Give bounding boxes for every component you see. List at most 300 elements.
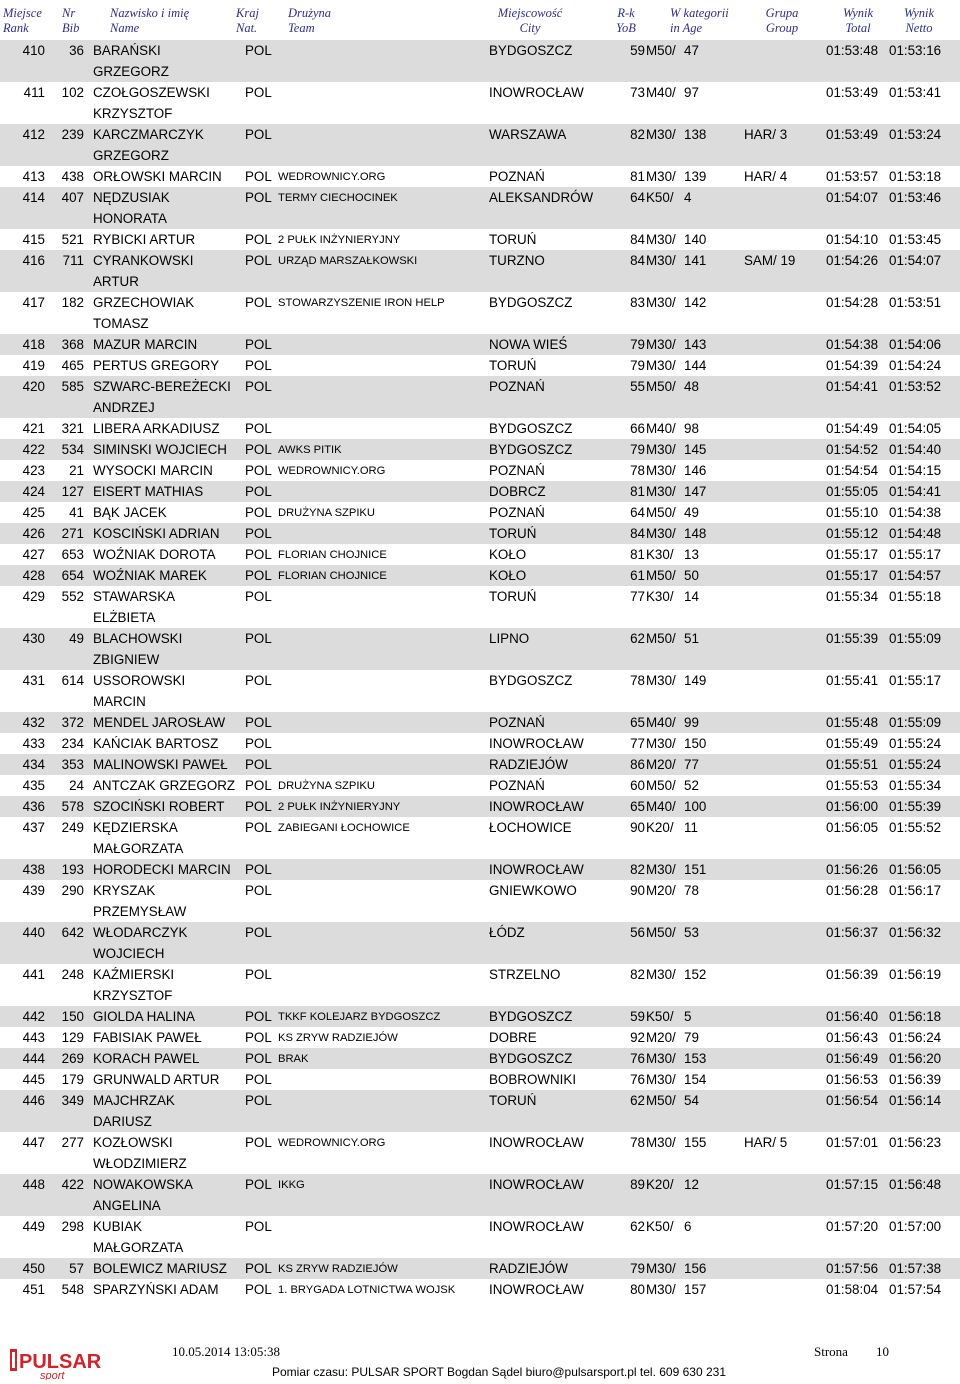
bib-cell: 349 xyxy=(61,1093,84,1108)
total-time-cell: 01:56:53 xyxy=(826,1072,879,1087)
rank-cell: 433 xyxy=(22,736,45,751)
rank-cell: 449 xyxy=(22,1219,45,1234)
rank-cell: 442 xyxy=(22,1009,45,1024)
table-row xyxy=(0,460,960,481)
name-cell: BĄK JACEK xyxy=(93,505,167,520)
nat-cell: POL xyxy=(245,1135,272,1150)
bib-cell: 269 xyxy=(61,1051,84,1066)
city-cell: INOWROCŁAW xyxy=(489,1177,584,1192)
yob-cell: 84 xyxy=(630,253,645,268)
team-cell: STOWARZYSZENIE IRON HELP xyxy=(278,297,445,309)
category-place-cell: 141 xyxy=(684,253,707,268)
nat-cell: POL xyxy=(245,778,272,793)
category-cell: M30/ xyxy=(646,1261,676,1276)
nat-cell: POL xyxy=(245,1093,272,1108)
rank-cell: 415 xyxy=(22,232,45,247)
yob-cell: 86 xyxy=(630,757,645,772)
bib-cell: 654 xyxy=(61,568,84,583)
category-place-cell: 152 xyxy=(684,967,707,982)
team-cell: WEDROWNICY.ORG xyxy=(278,171,386,183)
name-cell: ANTCZAK GRZEGORZ xyxy=(93,778,236,793)
category-cell: M20/ xyxy=(646,883,676,898)
category-cell: M30/ xyxy=(646,1051,676,1066)
net-time-cell: 01:54:38 xyxy=(889,505,942,520)
bib-cell: 298 xyxy=(61,1219,84,1234)
nat-cell: POL xyxy=(245,862,272,877)
name-second-line: ANGELINA xyxy=(93,1198,161,1213)
nat-cell: POL xyxy=(245,526,272,541)
team-cell: WEDROWNICY.ORG xyxy=(278,465,386,477)
name-second-line: DARIUSZ xyxy=(93,1114,152,1129)
city-cell: POZNAŃ xyxy=(489,169,545,184)
rank-cell: 416 xyxy=(22,253,45,268)
net-time-cell: 01:53:45 xyxy=(889,232,942,247)
city-cell: WARSZAWA xyxy=(489,127,567,142)
bib-cell: 24 xyxy=(69,778,84,793)
printed-timestamp: 10.05.2014 13:05:38 xyxy=(172,1344,280,1359)
net-time-cell: 01:56:19 xyxy=(889,967,942,982)
total-time-cell: 01:56:26 xyxy=(826,862,879,877)
net-time-cell: 01:55:52 xyxy=(889,820,942,835)
page-label: Strona xyxy=(814,1344,848,1359)
yob-cell: 62 xyxy=(630,1219,645,1234)
category-place-cell: 149 xyxy=(684,673,707,688)
city-cell: RADZIEJÓW xyxy=(489,1261,568,1276)
table-row xyxy=(0,1279,960,1300)
rank-cell: 443 xyxy=(22,1030,45,1045)
name-cell: GRUNWALD ARTUR xyxy=(93,1072,220,1087)
rank-cell: 441 xyxy=(22,967,45,982)
city-cell: POZNAŃ xyxy=(489,505,545,520)
net-time-cell: 01:54:48 xyxy=(889,526,942,541)
nat-cell: POL xyxy=(245,799,272,814)
name-second-line: MAŁGORZATA xyxy=(93,1240,184,1255)
bib-cell: 248 xyxy=(61,967,84,982)
net-time-cell: 01:54:41 xyxy=(889,484,942,499)
col-rank-header: Miejsce Rank xyxy=(3,6,42,35)
table-header xyxy=(0,0,960,40)
name-cell: BARAŃSKI xyxy=(93,43,161,58)
name-cell: BOLEWICZ MARIUSZ xyxy=(93,1261,227,1276)
category-place-cell: 153 xyxy=(684,1051,707,1066)
table-row xyxy=(0,670,960,712)
table-row xyxy=(0,376,960,418)
page-number: 10 xyxy=(876,1344,889,1359)
net-time-cell: 01:55:24 xyxy=(889,736,942,751)
total-time-cell: 01:55:39 xyxy=(826,631,879,646)
category-cell: M50/ xyxy=(646,925,676,940)
bib-cell: 179 xyxy=(61,1072,84,1087)
total-time-cell: 01:58:04 xyxy=(826,1282,879,1297)
rank-cell: 412 xyxy=(22,127,45,142)
name-second-line: KRZYSZTOF xyxy=(93,106,173,121)
name-cell: ORŁOWSKI MARCIN xyxy=(93,169,222,184)
category-cell: M30/ xyxy=(646,1072,676,1087)
rank-cell: 423 xyxy=(22,463,45,478)
name-cell: USSOROWSKI xyxy=(93,673,186,688)
bib-cell: 653 xyxy=(61,547,84,562)
table-row xyxy=(0,1048,960,1069)
net-time-cell: 01:57:00 xyxy=(889,1219,942,1234)
table-row xyxy=(0,880,960,922)
net-time-cell: 01:56:17 xyxy=(889,883,942,898)
table-row xyxy=(0,544,960,565)
total-time-cell: 01:53:49 xyxy=(826,127,879,142)
bib-cell: 249 xyxy=(61,820,84,835)
net-time-cell: 01:55:24 xyxy=(889,757,942,772)
name-cell: NĘDZUSIAK xyxy=(93,190,170,205)
nat-cell: POL xyxy=(245,505,272,520)
nat-cell: POL xyxy=(245,484,272,499)
yob-cell: 79 xyxy=(630,442,645,457)
category-place-cell: 98 xyxy=(684,421,699,436)
rank-cell: 429 xyxy=(22,589,45,604)
name-second-line: HONORATA xyxy=(93,211,167,226)
name-cell: KARCZMARCZYK xyxy=(93,127,204,142)
net-time-cell: 01:56:48 xyxy=(889,1177,942,1192)
total-time-cell: 01:57:20 xyxy=(826,1219,879,1234)
yob-cell: 59 xyxy=(630,1009,645,1024)
category-place-cell: 6 xyxy=(684,1219,692,1234)
name-cell: EISERT MATHIAS xyxy=(93,484,204,499)
team-cell: 2 PUŁK INŻYNIERYJNY xyxy=(278,234,401,246)
category-cell: K30/ xyxy=(646,589,674,604)
total-time-cell: 01:53:57 xyxy=(826,169,879,184)
net-time-cell: 01:54:15 xyxy=(889,463,942,478)
category-cell: M50/ xyxy=(646,1093,676,1108)
name-cell: KAŃCIAK BARTOSZ xyxy=(93,736,219,751)
yob-cell: 62 xyxy=(630,1093,645,1108)
city-cell: NOWA WIEŚ xyxy=(489,337,568,352)
city-cell: INOWROCŁAW xyxy=(489,85,584,100)
total-time-cell: 01:54:28 xyxy=(826,295,879,310)
name-second-line: MARCIN xyxy=(93,694,146,709)
category-cell: M30/ xyxy=(646,358,676,373)
rank-cell: 431 xyxy=(22,673,45,688)
category-place-cell: 139 xyxy=(684,169,707,184)
total-time-cell: 01:55:05 xyxy=(826,484,879,499)
table-row xyxy=(0,1027,960,1048)
city-cell: GNIEWKOWO xyxy=(489,883,577,898)
group-cell: SAM/ 19 xyxy=(744,253,796,268)
name-cell: SIMINSKI WOJCIECH xyxy=(93,442,227,457)
category-cell: M30/ xyxy=(646,1135,676,1150)
name-second-line: ANDRZEJ xyxy=(93,400,155,415)
name-cell: GRZECHOWIAK xyxy=(93,295,195,310)
category-place-cell: 148 xyxy=(684,526,707,541)
yob-cell: 81 xyxy=(630,169,645,184)
table-row xyxy=(0,124,960,166)
timing-credit: Pomiar czasu: PULSAR SPORT Bogdan Sądel biuro@pulsarsport.pl tel. 609 630 231 xyxy=(272,1365,726,1379)
city-cell: BYDGOSZCZ xyxy=(489,1051,573,1066)
bib-cell: 290 xyxy=(61,883,84,898)
bib-cell: 239 xyxy=(61,127,84,142)
name-second-line: ARTUR xyxy=(93,274,139,289)
category-place-cell: 146 xyxy=(684,463,707,478)
net-time-cell: 01:56:18 xyxy=(889,1009,942,1024)
net-time-cell: 01:53:52 xyxy=(889,379,942,394)
svg-text:sport: sport xyxy=(40,1370,65,1380)
total-time-cell: 01:55:34 xyxy=(826,589,879,604)
total-time-cell: 01:54:10 xyxy=(826,232,879,247)
yob-cell: 90 xyxy=(630,820,645,835)
team-cell: FLORIAN CHOJNICE xyxy=(278,570,387,582)
city-cell: INOWROCŁAW xyxy=(489,862,584,877)
name-cell: CYRANKOWSKI xyxy=(93,253,194,268)
total-time-cell: 01:55:17 xyxy=(826,547,879,562)
table-row xyxy=(0,292,960,334)
nat-cell: POL xyxy=(245,1282,272,1297)
table-row xyxy=(0,502,960,523)
city-cell: BYDGOSZCZ xyxy=(489,421,573,436)
nat-cell: POL xyxy=(245,85,272,100)
rank-cell: 432 xyxy=(22,715,45,730)
name-cell: SPARZYŃSKI ADAM xyxy=(93,1282,219,1297)
rank-cell: 424 xyxy=(22,484,45,499)
nat-cell: POL xyxy=(245,358,272,373)
city-cell: BYDGOSZCZ xyxy=(489,43,573,58)
team-cell: FLORIAN CHOJNICE xyxy=(278,549,387,561)
city-cell: TORUŃ xyxy=(489,526,537,541)
bib-cell: 534 xyxy=(61,442,84,457)
name-second-line: WŁODZIMIERZ xyxy=(93,1156,187,1171)
category-cell: M30/ xyxy=(646,673,676,688)
rank-cell: 450 xyxy=(22,1261,45,1276)
category-cell: M50/ xyxy=(646,568,676,583)
net-time-cell: 01:53:16 xyxy=(889,43,942,58)
name-cell: LIBERA ARKADIUSZ xyxy=(93,421,220,436)
nat-cell: POL xyxy=(245,442,272,457)
yob-cell: 80 xyxy=(630,1282,645,1297)
table-row xyxy=(0,187,960,229)
table-row xyxy=(0,754,960,775)
category-place-cell: 156 xyxy=(684,1261,707,1276)
bib-cell: 552 xyxy=(61,589,84,604)
bib-cell: 642 xyxy=(61,925,84,940)
yob-cell: 83 xyxy=(630,295,645,310)
rank-cell: 430 xyxy=(22,631,45,646)
city-cell: BYDGOSZCZ xyxy=(489,295,573,310)
rank-cell: 422 xyxy=(22,442,45,457)
category-place-cell: 5 xyxy=(684,1009,692,1024)
category-place-cell: 77 xyxy=(684,757,699,772)
category-cell: M50/ xyxy=(646,43,676,58)
yob-cell: 84 xyxy=(630,232,645,247)
group-cell: HAR/ 5 xyxy=(744,1135,788,1150)
category-place-cell: 53 xyxy=(684,925,699,940)
category-cell: M30/ xyxy=(646,232,676,247)
city-cell: POZNAŃ xyxy=(489,379,545,394)
bib-cell: 711 xyxy=(62,253,84,268)
col-group-header: Grupa Group xyxy=(765,6,799,35)
yob-cell: 79 xyxy=(630,358,645,373)
bib-cell: 150 xyxy=(61,1009,84,1024)
col-total-header: Wynik Total xyxy=(842,6,874,35)
rank-cell: 411 xyxy=(23,85,45,100)
table-row xyxy=(0,1006,960,1027)
yob-cell: 82 xyxy=(630,127,645,142)
category-cell: M20/ xyxy=(646,1030,676,1045)
category-place-cell: 138 xyxy=(684,127,707,142)
city-cell: DOBRE xyxy=(489,1030,537,1045)
nat-cell: POL xyxy=(245,421,272,436)
bib-cell: 372 xyxy=(61,715,84,730)
table-row xyxy=(0,229,960,250)
category-cell: K50/ xyxy=(646,190,674,205)
category-place-cell: 11 xyxy=(684,820,698,835)
total-time-cell: 01:54:52 xyxy=(826,442,879,457)
rank-cell: 437 xyxy=(22,820,45,835)
category-place-cell: 145 xyxy=(684,442,707,457)
category-place-cell: 154 xyxy=(684,1072,707,1087)
name-cell: RYBICKI ARTUR xyxy=(93,232,196,247)
net-time-cell: 01:55:34 xyxy=(889,778,942,793)
table-row xyxy=(0,775,960,796)
col-netto-header: Wynik Netto xyxy=(903,6,935,35)
name-second-line: ZBIGNIEW xyxy=(93,652,160,667)
category-place-cell: 142 xyxy=(684,295,707,310)
rank-cell: 419 xyxy=(22,358,45,373)
name-cell: FABISIAK PAWEŁ xyxy=(93,1030,202,1045)
bib-cell: 548 xyxy=(61,1282,84,1297)
category-place-cell: 99 xyxy=(684,715,699,730)
total-time-cell: 01:55:48 xyxy=(826,715,879,730)
nat-cell: POL xyxy=(245,1051,272,1066)
team-cell: KS ZRYW RADZIEJÓW xyxy=(278,1032,398,1044)
category-place-cell: 49 xyxy=(684,505,699,520)
city-cell: BYDGOSZCZ xyxy=(489,673,573,688)
category-place-cell: 140 xyxy=(684,232,707,247)
category-cell: M50/ xyxy=(646,505,676,520)
name-cell: KOZŁOWSKI xyxy=(93,1135,173,1150)
table-row xyxy=(0,82,960,124)
net-time-cell: 01:54:05 xyxy=(889,421,942,436)
table-row xyxy=(0,481,960,502)
bib-cell: 57 xyxy=(69,1261,84,1276)
name-cell: BLACHOWSKI xyxy=(93,631,183,646)
city-cell: POZNAŃ xyxy=(489,778,545,793)
yob-cell: 77 xyxy=(630,736,645,751)
nat-cell: POL xyxy=(245,190,272,205)
category-place-cell: 147 xyxy=(684,484,707,499)
yob-cell: 64 xyxy=(630,190,645,205)
bib-cell: 182 xyxy=(61,295,84,310)
yob-cell: 92 xyxy=(630,1030,645,1045)
col-team-header: Drużyna Team xyxy=(288,6,332,35)
category-place-cell: 52 xyxy=(684,778,699,793)
yob-cell: 79 xyxy=(630,1261,645,1276)
rank-cell: 444 xyxy=(22,1051,45,1066)
name-cell: STAWARSKA xyxy=(93,589,176,604)
category-cell: M50/ xyxy=(646,631,676,646)
category-place-cell: 144 xyxy=(684,358,707,373)
team-cell: 2 PUŁK INŻYNIERYJNY xyxy=(278,801,401,813)
net-time-cell: 01:56:20 xyxy=(889,1051,942,1066)
net-time-cell: 01:55:17 xyxy=(889,673,942,688)
net-time-cell: 01:53:41 xyxy=(889,85,942,100)
category-place-cell: 47 xyxy=(684,43,699,58)
bib-cell: 353 xyxy=(61,757,84,772)
city-cell: TORUŃ xyxy=(489,1093,537,1108)
table-row xyxy=(0,817,960,859)
category-cell: M30/ xyxy=(646,463,676,478)
col-bib-header: Nr Bib xyxy=(62,6,80,35)
city-cell: BYDGOSZCZ xyxy=(489,1009,573,1024)
city-cell: RADZIEJÓW xyxy=(489,757,568,772)
category-cell: M30/ xyxy=(646,1282,676,1297)
yob-cell: 78 xyxy=(630,463,645,478)
rank-cell: 427 xyxy=(22,547,45,562)
category-place-cell: 79 xyxy=(684,1030,699,1045)
net-time-cell: 01:53:24 xyxy=(889,127,942,142)
team-cell: IKKG xyxy=(278,1179,305,1191)
city-cell: TORUŃ xyxy=(489,589,537,604)
team-cell: TERMY CIECHOCINEK xyxy=(278,192,398,204)
total-time-cell: 01:54:07 xyxy=(826,190,879,205)
total-time-cell: 01:56:37 xyxy=(826,925,879,940)
nat-cell: POL xyxy=(245,295,272,310)
bib-cell: 438 xyxy=(61,169,84,184)
yob-cell: 90 xyxy=(630,883,645,898)
name-cell: KAŹMIERSKI xyxy=(93,967,175,982)
net-time-cell: 01:54:24 xyxy=(889,358,942,373)
category-cell: M30/ xyxy=(646,169,676,184)
yob-cell: 65 xyxy=(630,799,645,814)
rank-cell: 421 xyxy=(22,421,45,436)
bib-cell: 234 xyxy=(61,736,84,751)
table-row xyxy=(0,733,960,754)
city-cell: STRZELNO xyxy=(489,967,561,982)
table-row xyxy=(0,1258,960,1279)
col-age-cat-header: W kategorii in Age xyxy=(670,6,729,35)
rank-cell: 418 xyxy=(22,337,45,352)
category-cell: M40/ xyxy=(646,799,676,814)
nat-cell: POL xyxy=(245,169,272,184)
yob-cell: 73 xyxy=(630,85,645,100)
table-row xyxy=(0,166,960,187)
team-cell: AWKS PITIK xyxy=(278,444,342,456)
total-time-cell: 01:56:28 xyxy=(826,883,879,898)
nat-cell: POL xyxy=(245,127,272,142)
name-second-line: GRZEGORZ xyxy=(93,148,169,163)
rank-cell: 447 xyxy=(22,1135,45,1150)
yob-cell: 78 xyxy=(630,1135,645,1150)
total-time-cell: 01:55:10 xyxy=(826,505,879,520)
total-time-cell: 01:56:39 xyxy=(826,967,879,982)
team-cell: KS ZRYW RADZIEJÓW xyxy=(278,1263,398,1275)
net-time-cell: 01:53:46 xyxy=(889,190,942,205)
net-time-cell: 01:54:40 xyxy=(889,442,942,457)
name-cell: NOWAKOWSKA xyxy=(93,1177,193,1192)
city-cell: ALEKSANDRÓW xyxy=(489,190,594,205)
yob-cell: 64 xyxy=(630,505,645,520)
rank-cell: 428 xyxy=(22,568,45,583)
table-row xyxy=(0,439,960,460)
net-time-cell: 01:53:18 xyxy=(889,169,942,184)
name-second-line: KRZYSZTOF xyxy=(93,988,173,1003)
team-cell: DRUŻYNA SZPIKU xyxy=(278,780,375,792)
net-time-cell: 01:56:32 xyxy=(889,925,942,940)
rank-cell: 426 xyxy=(22,526,45,541)
nat-cell: POL xyxy=(245,967,272,982)
table-row xyxy=(0,334,960,355)
rank-cell: 435 xyxy=(22,778,45,793)
table-row xyxy=(0,523,960,544)
net-time-cell: 01:56:14 xyxy=(889,1093,942,1108)
category-cell: M30/ xyxy=(646,127,676,142)
category-cell: M30/ xyxy=(646,253,676,268)
yob-cell: 84 xyxy=(630,526,645,541)
